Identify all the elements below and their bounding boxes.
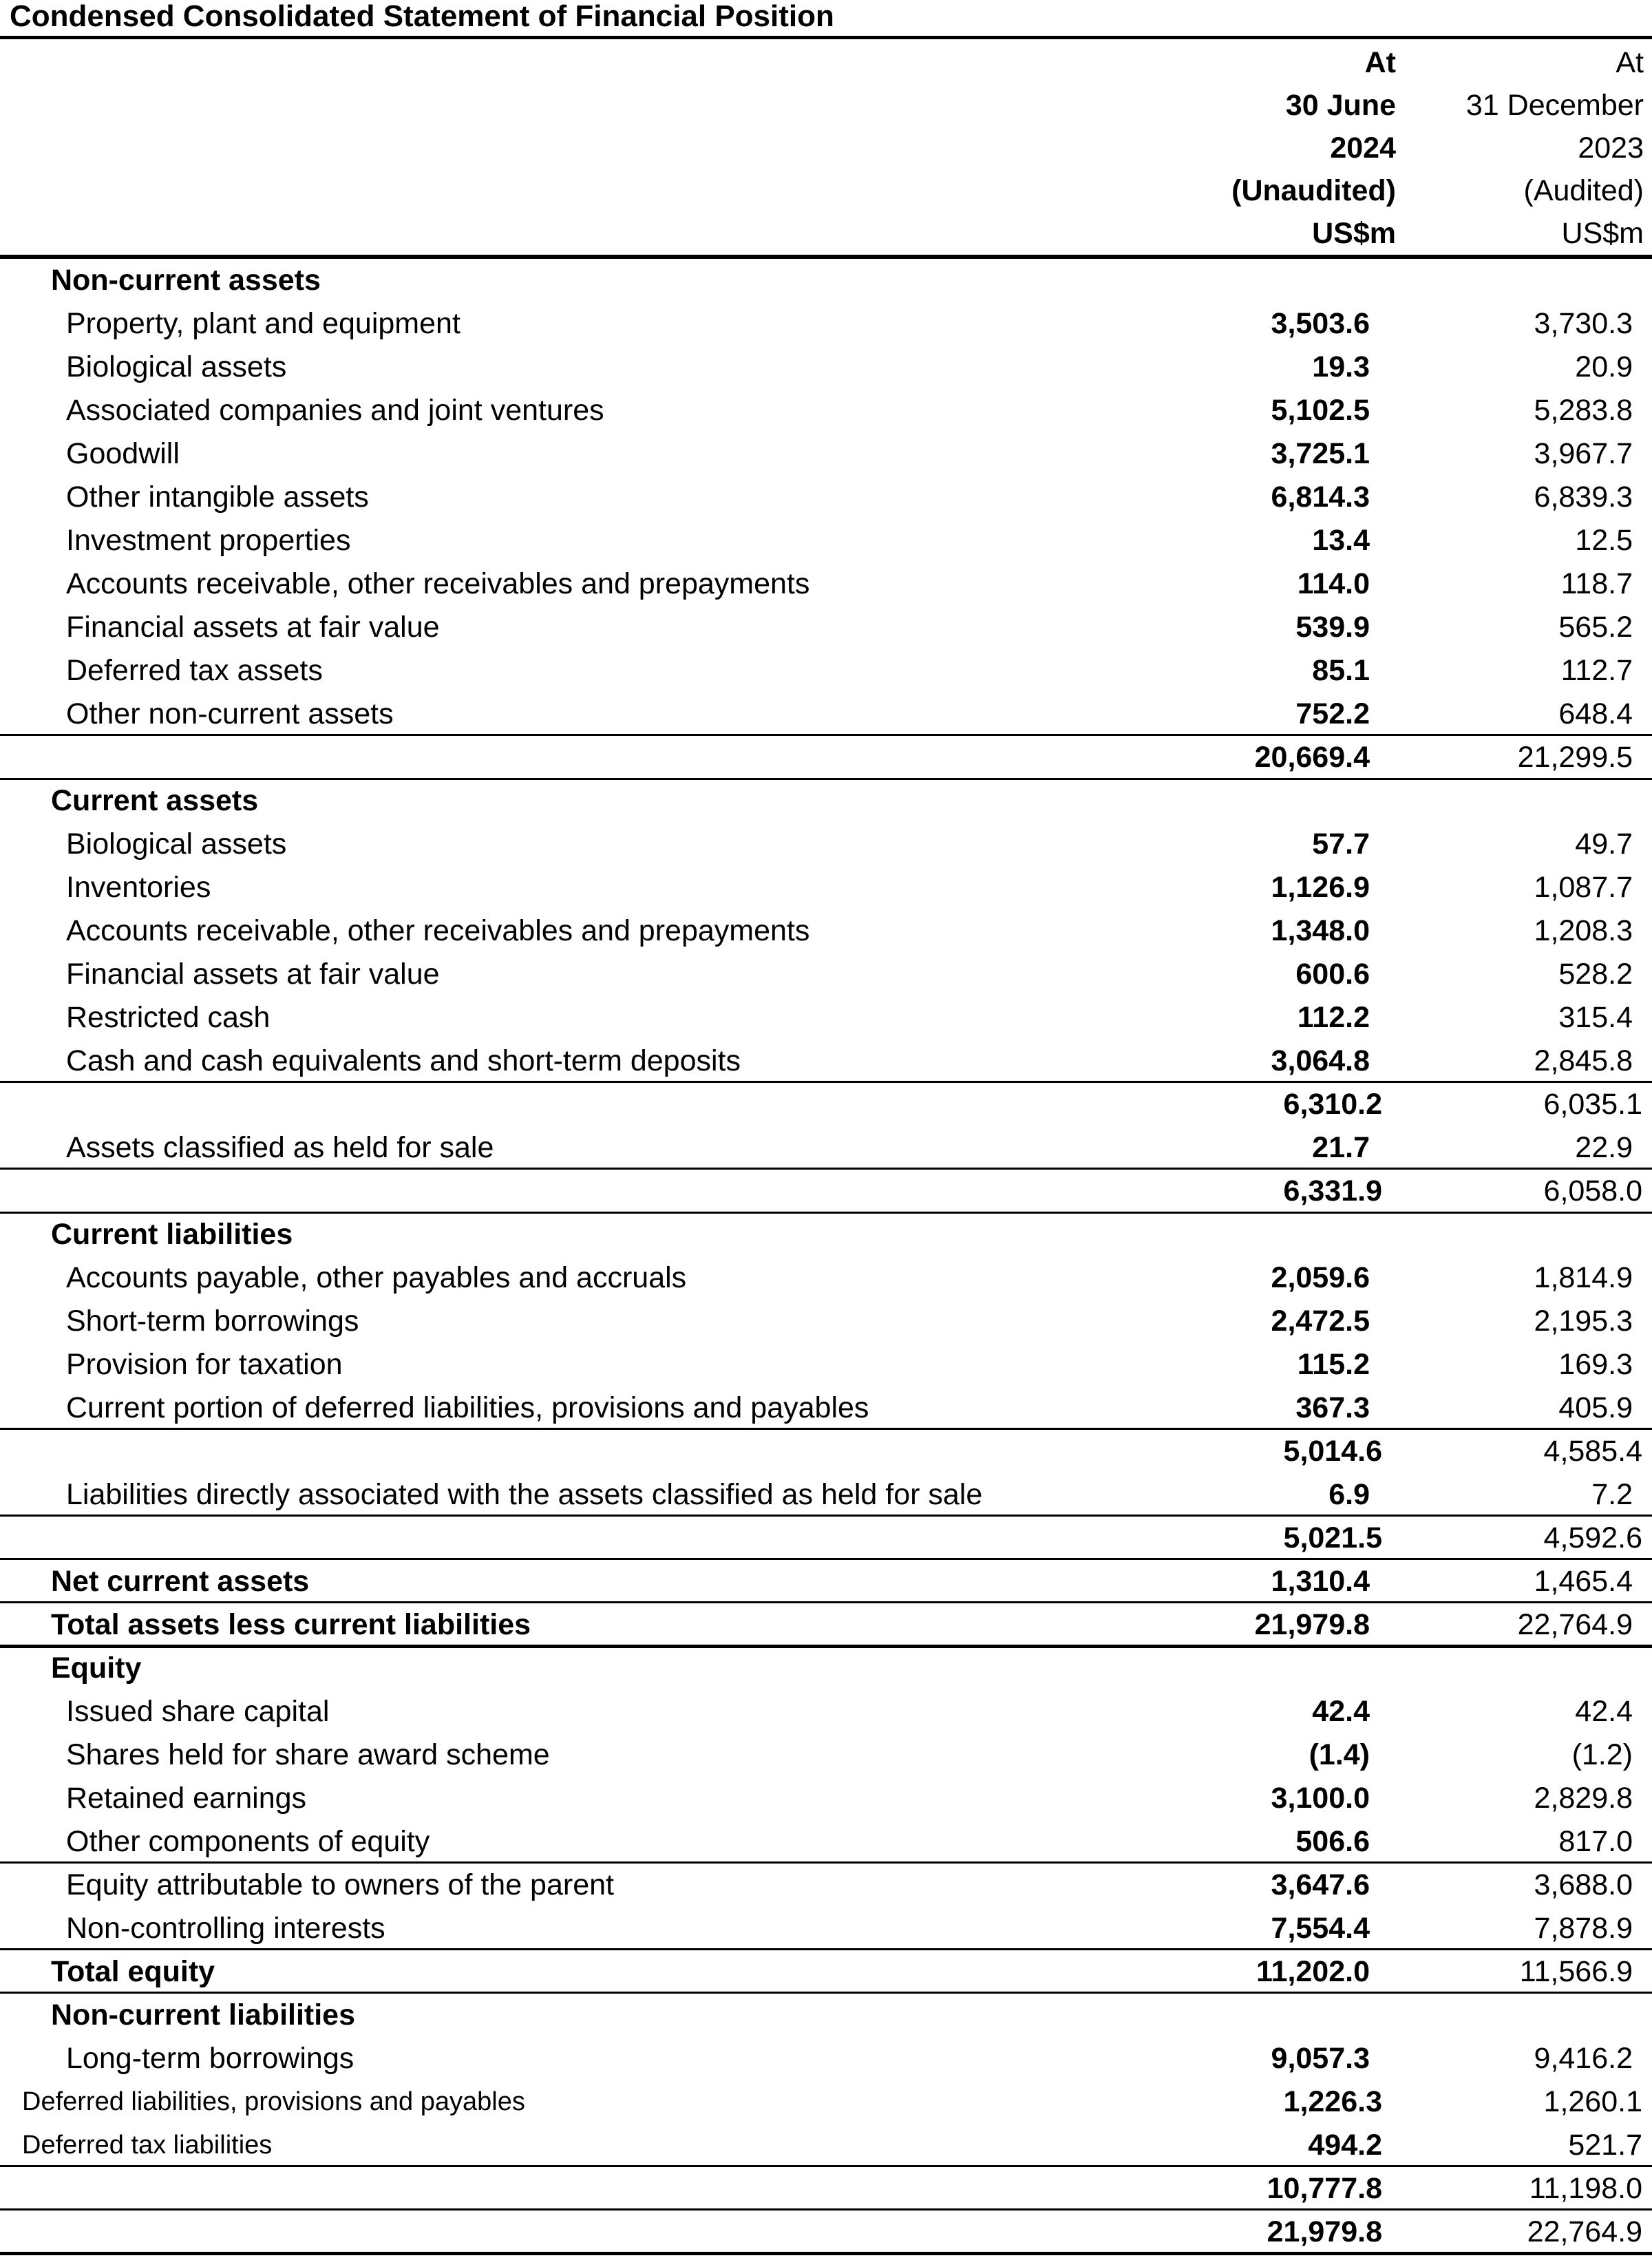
section-heading: Current assets <box>51 784 259 817</box>
section-heading: Current liabilities <box>51 1218 293 1251</box>
value-2023: 4,585.4 <box>1543 1435 1642 1468</box>
line-item-label: Accounts receivable, other receivables and prepayments <box>66 914 810 947</box>
header-2024-line-5: US$m <box>1312 217 1396 250</box>
line-item-label: Investment properties <box>66 524 351 557</box>
statement-title: Condensed Consolidated Statement of Financial Position <box>10 0 834 33</box>
value-2024: 752.2 <box>1295 697 1370 730</box>
line-item-label: Financial assets at fair value <box>66 958 440 991</box>
line-item-label: Total equity <box>51 1955 215 1988</box>
line-item-label: Shares held for share award scheme <box>66 1738 550 1771</box>
value-2024: 5,102.5 <box>1271 394 1370 427</box>
line-item-label: Restricted cash <box>66 1001 271 1034</box>
value-2024: 19.3 <box>1312 350 1370 383</box>
value-2024: 506.6 <box>1295 1825 1370 1858</box>
value-2023: 11,198.0 <box>1529 2172 1642 2205</box>
value-2023: 1,087.7 <box>1534 871 1633 904</box>
line-item-row <box>0 2080 1652 2124</box>
line-item-row <box>0 693 1652 736</box>
value-2024: 9,057.3 <box>1271 2042 1370 2075</box>
line-item-label: Financial assets at fair value <box>66 611 440 644</box>
line-item-label: Current portion of deferred liabilities, provisions and payables <box>66 1391 869 1424</box>
value-2023: 528.2 <box>1558 958 1633 991</box>
line-item-row <box>0 346 1652 389</box>
value-2023: 3,730.3 <box>1534 307 1633 340</box>
value-2023: 2,845.8 <box>1534 1044 1633 1077</box>
line-item-label: Retained earnings <box>66 1782 307 1815</box>
line-item-row <box>0 1690 1652 1733</box>
value-2023: 7.2 <box>1591 1478 1633 1511</box>
value-2024: 2,472.5 <box>1271 1305 1370 1338</box>
line-item-label: Provision for taxation <box>66 1348 343 1381</box>
value-2023: 12.5 <box>1575 524 1633 557</box>
value-2023: 1,208.3 <box>1534 914 1633 947</box>
line-item-row <box>0 1733 1652 1777</box>
value-2023: 11,566.9 <box>1519 1955 1633 1988</box>
value-2024: (1.4) <box>1309 1738 1370 1771</box>
line-item-row <box>0 519 1652 562</box>
header-2024-line-3: 2024 <box>1330 131 1396 165</box>
section-heading-row <box>0 259 1652 302</box>
line-item-row <box>0 649 1652 693</box>
header-2023-line-4: (Audited) <box>1523 174 1644 207</box>
subtotal-row <box>0 1517 1652 1560</box>
value-2024: 539.9 <box>1295 611 1370 644</box>
line-item-label: Equity attributable to owners of the parent <box>66 1868 614 1901</box>
section-heading: Non-current assets <box>51 264 321 297</box>
value-2023: 648.4 <box>1558 697 1633 730</box>
line-item-label: Total assets less current liabilities <box>51 1608 531 1641</box>
line-item-row <box>0 823 1652 866</box>
section-heading-row <box>0 1994 1652 2037</box>
header-2023-line-2: 31 December <box>1465 89 1644 122</box>
value-2023: 1,814.9 <box>1534 1261 1633 1294</box>
value-2024: 21,979.8 <box>1267 2215 1382 2248</box>
value-2023: 21,299.5 <box>1517 741 1633 774</box>
value-2023: (1.2) <box>1571 1738 1633 1771</box>
value-2024: 3,647.6 <box>1271 1868 1370 1901</box>
line-item-row <box>0 2124 1652 2167</box>
value-2024: 1,348.0 <box>1271 914 1370 947</box>
value-2023: 112.7 <box>1560 654 1633 687</box>
value-2023: 22,764.9 <box>1527 2215 1642 2248</box>
value-2023: 3,688.0 <box>1534 1868 1633 1901</box>
line-item-label: Liabilities directly associated with the assets classified as held for sale <box>66 1478 983 1511</box>
value-2023: 6,035.1 <box>1543 1088 1642 1121</box>
value-2023: 3,967.7 <box>1534 437 1633 470</box>
value-2024: 1,126.9 <box>1271 871 1370 904</box>
value-2024: 13.4 <box>1312 524 1370 557</box>
value-2023: 1,260.1 <box>1543 2085 1642 2118</box>
subtotal-row <box>0 736 1652 779</box>
line-item-row <box>0 1473 1652 1517</box>
section-heading: Equity <box>51 1652 142 1685</box>
value-2023: 521.7 <box>1568 2129 1642 2162</box>
value-2024: 21.7 <box>1312 1131 1370 1164</box>
value-2023: 4,592.6 <box>1543 1521 1642 1554</box>
line-item-row <box>0 562 1652 606</box>
header-2023-line-5: US$m <box>1561 217 1644 250</box>
line-item-label: Other non-current assets <box>66 697 394 730</box>
line-item-label: Other intangible assets <box>66 481 369 514</box>
line-item-label: Other components of equity <box>66 1825 430 1858</box>
value-2023: 817.0 <box>1558 1825 1633 1858</box>
value-2024: 5,014.6 <box>1283 1435 1382 1468</box>
value-2024: 114.0 <box>1297 567 1370 600</box>
value-2024: 1,226.3 <box>1283 2085 1382 2118</box>
subtotal-row <box>0 1083 1652 1126</box>
line-item-row <box>0 432 1652 476</box>
line-item-row <box>0 1343 1652 1386</box>
value-2024: 3,100.0 <box>1271 1782 1370 1815</box>
value-2024: 10,777.8 <box>1267 2172 1382 2205</box>
value-2024: 600.6 <box>1295 958 1370 991</box>
value-2024: 6.9 <box>1328 1478 1370 1511</box>
line-item-label: Biological assets <box>66 827 287 861</box>
value-2023: 6,058.0 <box>1543 1174 1642 1207</box>
header-2023-line-1: At <box>1616 46 1644 79</box>
value-2023: 20.9 <box>1575 350 1633 383</box>
header-2024-line-1: At <box>1364 46 1396 79</box>
line-item-row <box>0 1820 1652 1864</box>
header-2024-line-4: (Unaudited) <box>1231 174 1396 207</box>
horizontal-rule <box>0 36 1652 39</box>
section-heading: Non-current liabilities <box>51 1998 356 2032</box>
value-2024: 115.2 <box>1297 1348 1370 1381</box>
section-heading-row <box>0 1213 1652 1256</box>
section-heading-row <box>0 1647 1652 1690</box>
value-2023: 22,764.9 <box>1517 1608 1633 1641</box>
value-2023: 42.4 <box>1575 1695 1633 1728</box>
value-2023: 49.7 <box>1575 827 1633 861</box>
line-item-row <box>0 2037 1652 2080</box>
subtotal-row <box>0 2167 1652 2210</box>
line-item-row <box>0 1386 1652 1430</box>
line-item-row <box>0 866 1652 909</box>
value-2024: 3,064.8 <box>1271 1044 1370 1077</box>
line-item-label: Accounts receivable, other receivables and prepayments <box>66 567 810 600</box>
value-2024: 2,059.6 <box>1271 1261 1370 1294</box>
value-2023: 405.9 <box>1558 1391 1633 1424</box>
value-2023: 169.3 <box>1558 1348 1633 1381</box>
value-2023: 22.9 <box>1575 1131 1633 1164</box>
value-2023: 6,839.3 <box>1534 481 1633 514</box>
line-item-label: Short-term borrowings <box>66 1305 359 1338</box>
value-2024: 7,554.4 <box>1271 1912 1370 1945</box>
subtotal-row <box>0 2210 1652 2254</box>
value-2024: 6,310.2 <box>1283 1088 1382 1121</box>
line-item-label: Deferred tax liabilities <box>22 2131 273 2160</box>
line-item-row <box>0 1950 1652 1994</box>
line-item-label: Non-controlling interests <box>66 1912 385 1945</box>
value-2023: 7,878.9 <box>1534 1912 1633 1945</box>
subtotal-row <box>0 1430 1652 1473</box>
value-2023: 565.2 <box>1558 611 1633 644</box>
value-2024: 3,725.1 <box>1271 437 1370 470</box>
value-2024: 3,503.6 <box>1271 307 1370 340</box>
value-2024: 112.2 <box>1297 1001 1370 1034</box>
value-2023: 2,829.8 <box>1534 1782 1633 1815</box>
value-2024: 11,202.0 <box>1256 1955 1370 1988</box>
line-item-label: Property, plant and equipment <box>66 307 460 340</box>
line-item-row <box>0 909 1652 953</box>
subtotal-row <box>0 1170 1652 1213</box>
line-item-row <box>0 1777 1652 1820</box>
line-item-row <box>0 389 1652 432</box>
line-item-row <box>0 1560 1652 1603</box>
header-2023-line-3: 2023 <box>1578 131 1644 165</box>
line-item-label: Associated companies and joint ventures <box>66 394 604 427</box>
value-2024: 57.7 <box>1312 827 1370 861</box>
line-item-label: Assets classified as held for sale <box>66 1131 494 1164</box>
line-item-label: Accounts payable, other payables and accruals <box>66 1261 687 1294</box>
header-2024-line-2: 30 June <box>1285 89 1396 122</box>
line-item-label: Deferred tax assets <box>66 654 323 687</box>
value-2024: 20,669.4 <box>1254 741 1370 774</box>
line-item-row <box>0 996 1652 1040</box>
line-item-label: Biological assets <box>66 350 287 383</box>
line-item-row <box>0 953 1652 996</box>
line-item-label: Cash and cash equivalents and short-term deposits <box>66 1044 741 1077</box>
value-2024: 1,310.4 <box>1271 1565 1370 1598</box>
line-item-row <box>0 606 1652 649</box>
value-2024: 494.2 <box>1308 2129 1382 2162</box>
value-2023: 315.4 <box>1558 1001 1633 1034</box>
line-item-row <box>0 1256 1652 1300</box>
line-item-row <box>0 1126 1652 1170</box>
value-2023: 118.7 <box>1560 567 1633 600</box>
value-2024: 367.3 <box>1295 1391 1370 1424</box>
value-2024: 6,331.9 <box>1283 1174 1382 1207</box>
line-item-row <box>0 1907 1652 1950</box>
value-2024: 21,979.8 <box>1254 1608 1370 1641</box>
line-item-label: Goodwill <box>66 437 180 470</box>
value-2024: 85.1 <box>1312 654 1370 687</box>
value-2024: 6,814.3 <box>1271 481 1370 514</box>
value-2023: 5,283.8 <box>1534 394 1633 427</box>
line-item-label: Issued share capital <box>66 1695 330 1728</box>
line-item-label: Deferred liabilities, provisions and payables <box>22 2087 525 2116</box>
value-2023: 1,465.4 <box>1534 1565 1633 1598</box>
line-item-row <box>0 476 1652 519</box>
value-2023: 9,416.2 <box>1534 2042 1633 2075</box>
line-item-label: Inventories <box>66 871 211 904</box>
value-2024: 5,021.5 <box>1283 1521 1382 1554</box>
section-heading-row <box>0 779 1652 823</box>
line-item-row <box>0 302 1652 346</box>
value-2023: 2,195.3 <box>1534 1305 1633 1338</box>
line-item-row <box>0 1300 1652 1343</box>
value-2024: 42.4 <box>1312 1695 1370 1728</box>
line-item-label: Net current assets <box>51 1565 310 1598</box>
line-item-row <box>0 1603 1652 1647</box>
line-item-row <box>0 1864 1652 1907</box>
line-item-label: Long-term borrowings <box>66 2042 354 2075</box>
line-item-row <box>0 1040 1652 1083</box>
